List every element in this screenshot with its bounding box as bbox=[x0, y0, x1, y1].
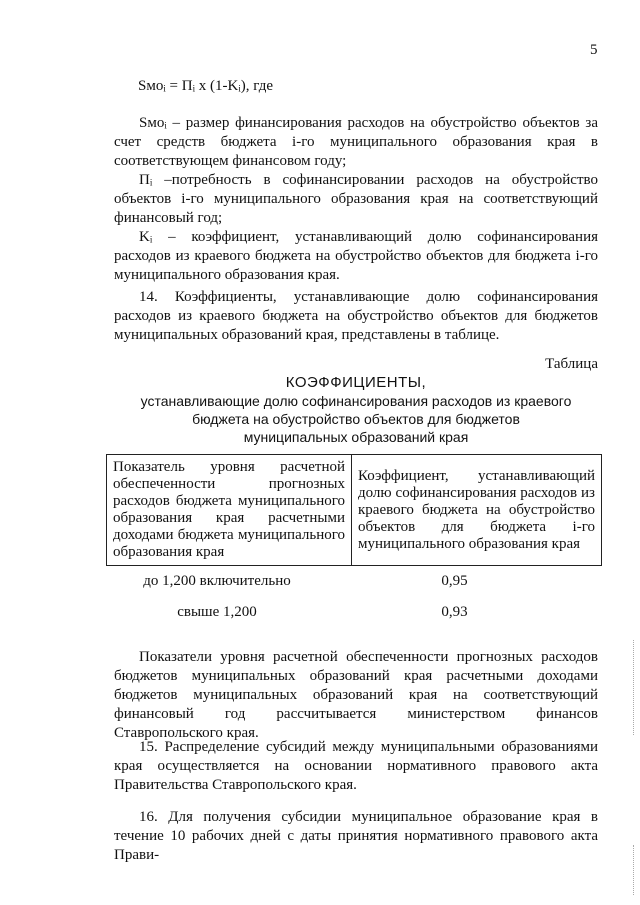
row-coefficient: 0,93 bbox=[441, 604, 468, 620]
table-title-line-2: бюджета на обустройство объектов для бюджетов bbox=[192, 411, 520, 427]
header-coefficient: Коэффициент, устанавливающий долю софинансирования расходов из краевого бюджета на обустройство объектов для бюджета i-го муниципального образования края bbox=[352, 455, 602, 566]
table-label: Таблица bbox=[545, 356, 598, 372]
margin-scan-mark bbox=[633, 845, 636, 895]
header-indicator: Показатель уровня расчетной обеспеченности прогнозных расходов бюджета муниципального образования края расчетными доходами бюджета муниципального образования края bbox=[107, 455, 352, 566]
table-title-line-3: муниципальных образований края bbox=[243, 429, 469, 445]
definition-k: Kᵢ – коэффициент, устанавливающий долю софинансирования расходов из краевого бюджета на обустройство объектов для бюджета i-го муниципального образования края. bbox=[114, 229, 598, 283]
table-row bbox=[107, 597, 602, 628]
table-title-heading: КОЭФФИЦИЕНТЫ, bbox=[285, 374, 427, 391]
table-header-row bbox=[107, 455, 602, 566]
coefficients-table bbox=[106, 454, 602, 628]
paragraph-14: 14. Коэффициенты, устанавливающие долю софинансирования расходов из краевого бюджета на обустройство объектов для бюджетов муниципальных образований края, представлены в таблице. bbox=[114, 289, 598, 343]
definition-p: Пᵢ –потребность в софинансировании расходов на обустройство объектов i-го муниципального образования края на соответствующий финансовый год; bbox=[114, 172, 598, 226]
row-indicator: свыше 1,200 bbox=[177, 604, 257, 620]
paragraph-indicators: Показатели уровня расчетной обеспеченности прогнозных расходов бюджетов муниципальных образований края расчетными доходами бюджетов муниципальных образований края на соответствующий финансовый год рассчитывается министерством финансов Ставропольского края. bbox=[114, 649, 598, 741]
paragraph-16: 16. Для получения субсидии муниципальное образование края в течение 10 рабочих дней с даты принятия нормативного правового акта Прави- bbox=[114, 809, 598, 863]
table-title bbox=[114, 374, 598, 446]
definition-smo: Sмоᵢ – размер финансирования расходов на обустройство объектов за счет средств бюджета i-го муниципального образования края в соответствующем финансовом году; bbox=[114, 115, 598, 169]
table-title-line-1: устанавливающие долю софинансирования расходов из краевого bbox=[140, 393, 572, 409]
paragraph-15: 15. Распределение субсидий между муниципальными образованиями края осуществляется на основании нормативного правового акта Правительства Ставропольского края. bbox=[114, 739, 598, 793]
margin-scan-mark bbox=[633, 640, 636, 735]
table-row bbox=[107, 566, 602, 598]
row-indicator: до 1,200 включительно bbox=[143, 573, 291, 589]
formula: Sмоᵢ = Пᵢ x (1-Kᵢ), где bbox=[138, 78, 273, 94]
row-coefficient: 0,95 bbox=[441, 573, 468, 589]
page-number: 5 bbox=[590, 42, 598, 58]
